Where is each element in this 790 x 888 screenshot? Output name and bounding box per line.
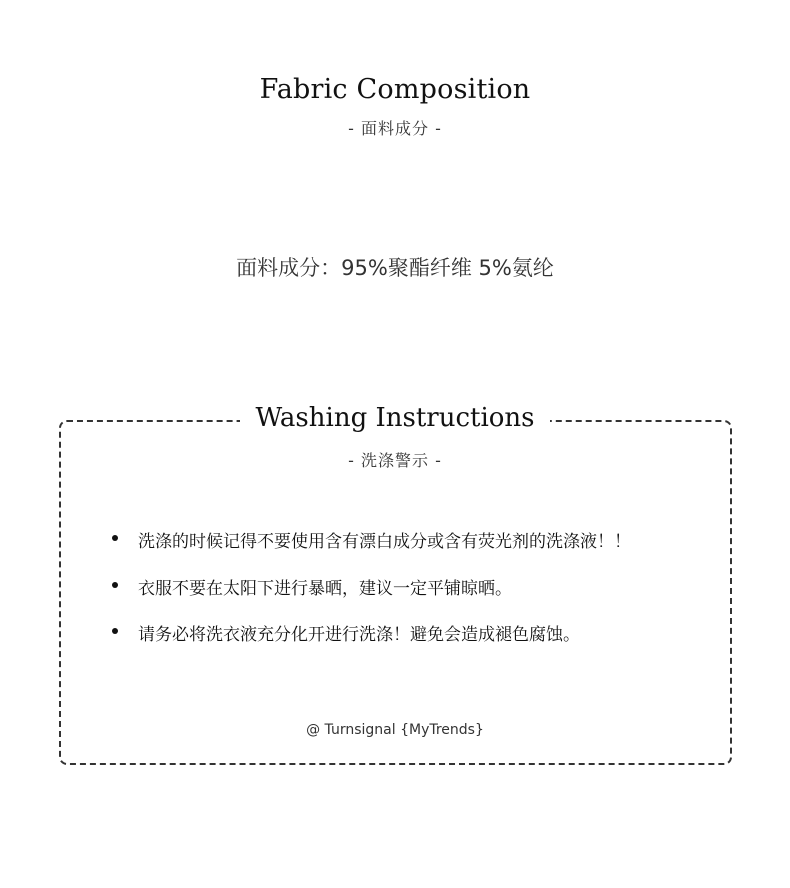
fabric-composition-subtitle: - 面料成分 - [348,119,442,138]
bullet-dot [112,628,118,634]
instruction-text: 衣服不要在太阳下进行暴晒，建议一定平铺晾晒。 [138,579,512,599]
bullet-dot [112,582,118,588]
fabric-composition-title: Fabric Composition [259,74,531,105]
washing-instructions-subtitle: - 洗涤警示 - [348,451,442,470]
washing-instructions-title: Washing Instructions [240,400,550,436]
instruction-text: 洗涤的时候记得不要使用含有漂白成分或含有荧光剂的洗涤液！！ [138,532,631,552]
composition-text: 面料成分：95%聚酯纤维 5%氨纶 [236,256,554,280]
brand-credit: @ Turnsignal {MyTrends} [306,722,484,738]
instruction-text: 请务必将洗衣液充分化开进行洗涤！避免会造成褪色腐蚀。 [138,625,580,645]
bullet-dot [112,535,118,541]
